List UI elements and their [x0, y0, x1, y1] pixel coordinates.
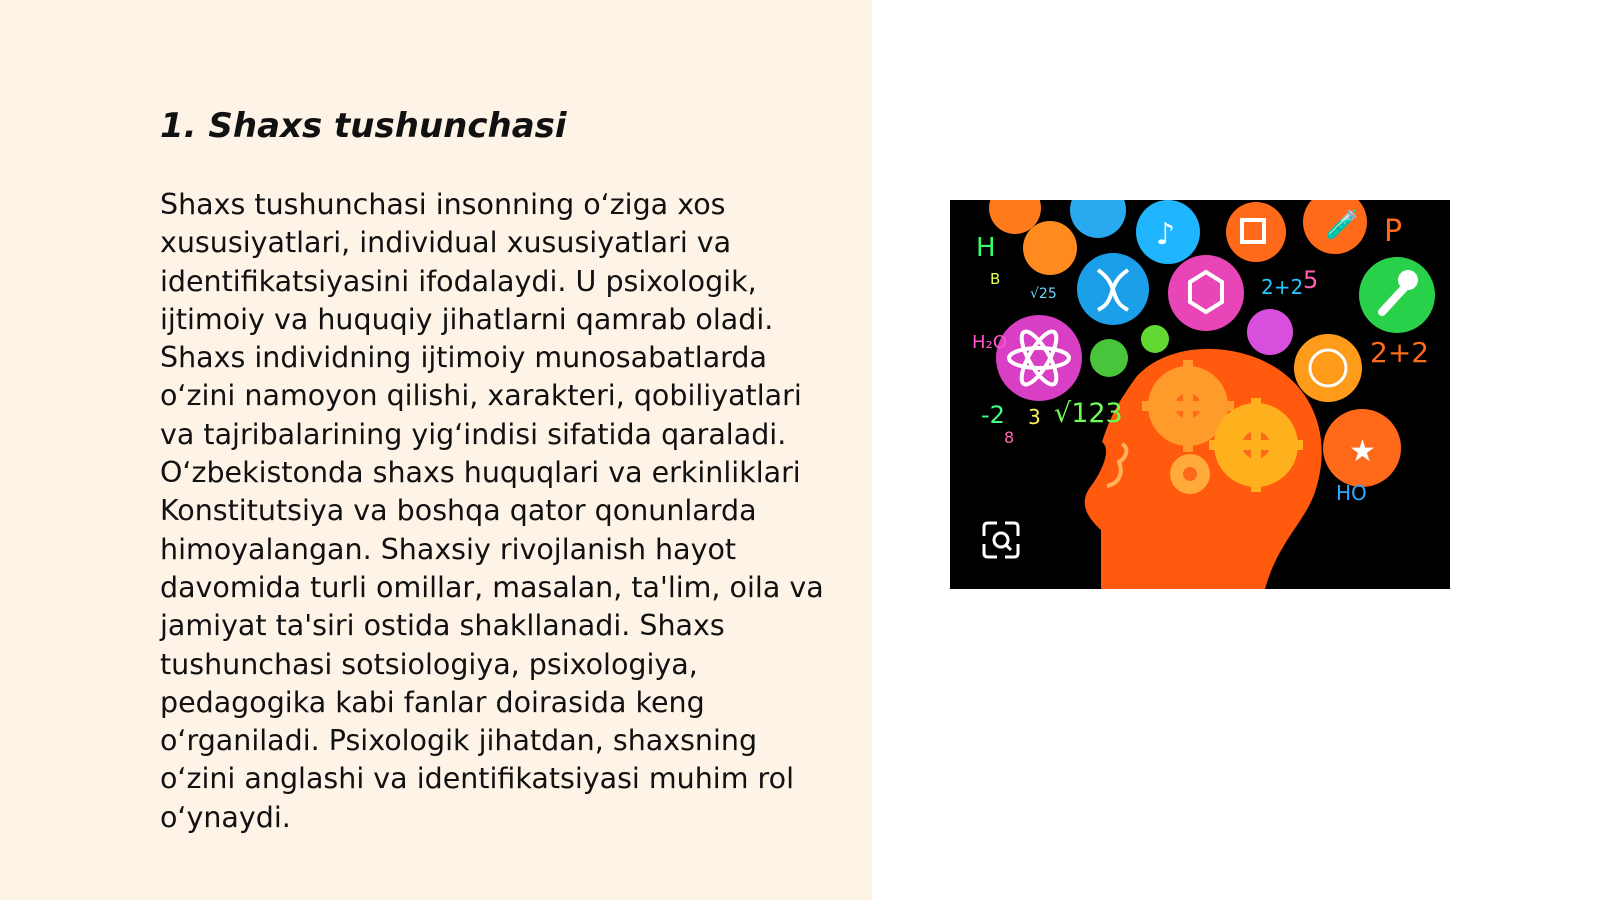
svg-text:2+2: 2+2 [1370, 336, 1430, 369]
slide-title: 1. Shaxs tushunchasi [160, 106, 567, 146]
svg-text:8: 8 [1004, 428, 1015, 447]
gear-icon [1170, 454, 1210, 494]
svg-text:H: H [976, 233, 996, 263]
cube-bubble [1168, 255, 1244, 331]
bubble-green [1090, 339, 1128, 377]
bubble-orange-left [1023, 221, 1077, 275]
bubble-blue [1070, 200, 1126, 238]
svg-text:-2: -2 [981, 401, 1005, 429]
svg-text:P: P [1384, 214, 1403, 249]
bubble-green-small [1141, 325, 1169, 353]
svg-text:H₂O: H₂O [972, 332, 1007, 353]
svg-text:HO: HO [1336, 481, 1367, 505]
svg-text:🧪: 🧪 [1325, 208, 1360, 241]
svg-text:♪: ♪ [1156, 217, 1176, 252]
edit-bubble [1226, 202, 1286, 262]
visual-search-icon[interactable] [984, 523, 1018, 557]
bubble-magenta-small [1247, 309, 1293, 355]
svg-text:2+2: 2+2 [1261, 275, 1304, 299]
svg-text:5: 5 [1303, 266, 1319, 294]
globe-bubble [1294, 334, 1362, 402]
svg-text:√25: √25 [1030, 286, 1057, 302]
svg-text:★: ★ [1349, 434, 1376, 469]
head-with-science-icons-image [950, 200, 1450, 589]
svg-text:B: B [990, 270, 1001, 288]
slide-body-text: Shaxs tushunchasi insonning oʻziga xos xususiyatlari, individual xususiyatlari va identifikatsiyasini ifodalaydi. U psixologik, ijtimoiy va huquqiy jihatlarni qamrab oladi. Shaxs individning ijtimoiy munosabatlarda oʻzini namoyon qilishi, xarakteri, qobiliyatlari va tajribalarining yigʻindisi sifatida qaraladi. Oʻzbekistonda shaxs huquqlari va erkinliklari Konstitutsiya va boshqa qator qonunlarda himoyalangan. Shaxsiy rivojlanish hayot davomida turli omillar, masalan, ta'lim, oila va jamiyat ta'siri ostida shakllanadi. Shaxs tushunchasi sotsiologiya, psixologiya, pedagogika kabi fanlar doirasida keng oʻrganiladi. Psixologik jihatdan, shaxsning oʻzini anglashi va identifikatsiyasi muhim rol oʻynaydi. [160, 188, 824, 834]
head-with-science-icons-illustration [950, 200, 1450, 589]
svg-text:√123: √123 [1054, 398, 1123, 429]
svg-text:3: 3 [1028, 405, 1041, 429]
